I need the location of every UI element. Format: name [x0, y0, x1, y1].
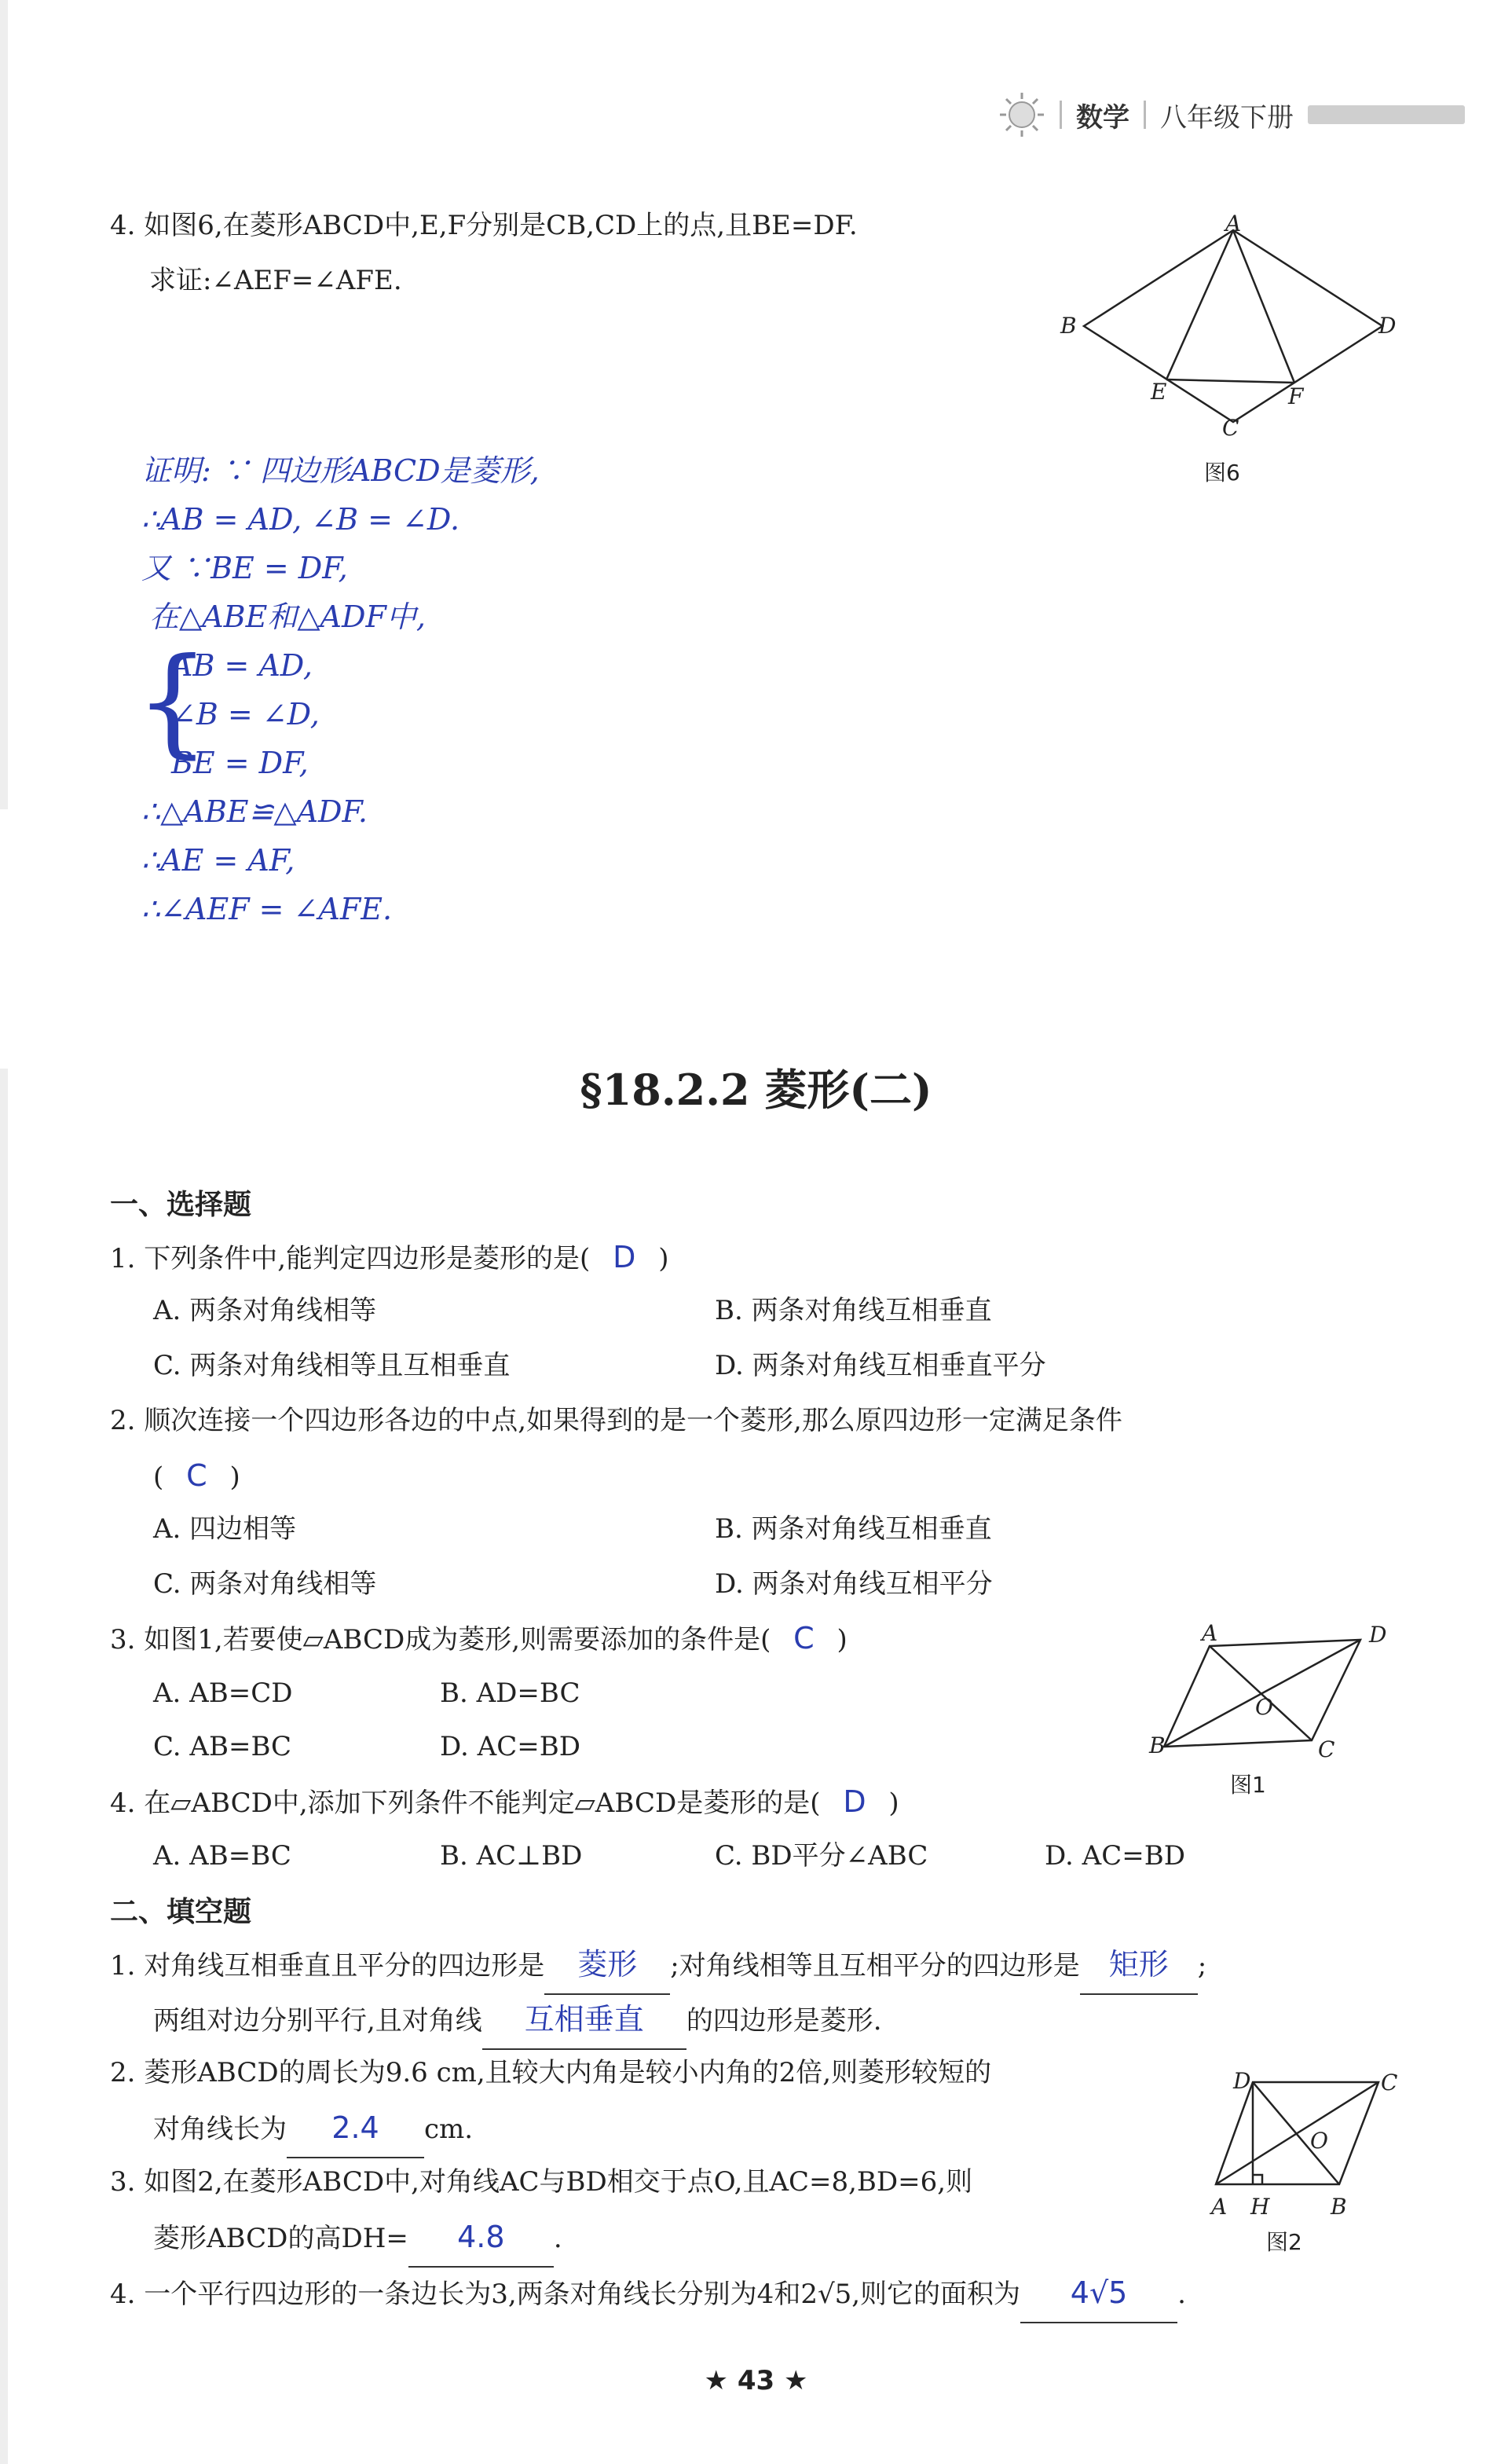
answer: C [186, 1458, 207, 1493]
part2-heading: 二、填空题 [110, 1896, 252, 1928]
question-text: ;对角线相等且互相平分的四边形是 [670, 1950, 1080, 1982]
fill-question-3: 3. 如图2,在菱形ABCD中,对角线AC与BD相交于点O,且AC=8,BD=6,则 [110, 2166, 973, 2198]
option-d: D. 两条对角线互相平分 [715, 1568, 993, 1600]
label-A: A [1202, 1620, 1218, 1646]
label-E: E [1151, 379, 1167, 405]
option-c: C. 两条对角线相等且互相垂直 [153, 1350, 511, 1381]
fill-question-1-line2 [153, 1992, 882, 2050]
label-F: F [1288, 383, 1304, 409]
answer: 4.8 [457, 2220, 505, 2254]
option-a: A. 两条对角线相等 [153, 1295, 377, 1326]
proof-line: 在△ABE和△ADF中, [149, 600, 426, 634]
paren: ) [888, 1788, 899, 1819]
label-O: O [1255, 1694, 1273, 1720]
answer: D [613, 1240, 636, 1274]
mc-question-3 [110, 1611, 848, 1667]
label-O: O [1310, 2128, 1328, 2154]
brace-symbol: { [135, 633, 211, 770]
figure-6-rhombus [1045, 208, 1414, 491]
label-A: A [1225, 211, 1242, 236]
label-B: B [1331, 2194, 1347, 2220]
proof-line: 证明: ∵ 四边形ABCD是菱形, [141, 453, 540, 488]
label-A: A [1211, 2194, 1228, 2220]
question-stem: 1. 下列条件中,能判定四边形是菱形的是( [110, 1243, 591, 1274]
label-C: C [1222, 415, 1239, 441]
sun-logo-icon [998, 91, 1045, 138]
paren: ) [837, 1624, 848, 1656]
divider [1144, 101, 1146, 129]
page-edge [0, 1069, 8, 2464]
option-a: A. AB=CD [153, 1678, 293, 1709]
question-stem: 4. 在▱ABCD中,添加下列条件不能判定▱ABCD是菱形的是( [110, 1788, 821, 1819]
divider [1060, 101, 1062, 129]
question-text: cm. [424, 2114, 474, 2145]
question-text: . [1177, 2279, 1186, 2310]
question-text: 对角线长为 [153, 2114, 287, 2145]
option-d: D. 两条对角线互相垂直平分 [715, 1350, 1046, 1381]
question-stem: 3. 如图1,若要使▱ABCD成为菱形,则需要添加的条件是( [110, 1624, 771, 1656]
question-text: 4. 一个平行四边形的一条边长为3,两条对角线长分别为4和2√5,则它的面积为 [110, 2279, 1021, 2310]
proof-line: ∴∠AEF = ∠AFE. [141, 892, 393, 926]
problem-4 [110, 198, 858, 253]
proof-line: ∴AB = AD, ∠B = ∠D. [141, 502, 460, 537]
option-d: D. AC=BD [440, 1731, 580, 1762]
mc-question-2: 2. 顺次连接一个四边形各边的中点,如果得到的是一个菱形,那么原四边形一定满足条件 [110, 1405, 1122, 1436]
label-D: D [1369, 1622, 1387, 1648]
answer: 4√5 [1070, 2275, 1128, 2310]
header-bar [1308, 105, 1465, 124]
subject-label: 数学 [1076, 101, 1129, 134]
option-b: B. AD=BC [440, 1678, 580, 1709]
answer: D [843, 1784, 866, 1819]
option-d: D. AC=BD [1045, 1840, 1185, 1872]
label-C: C [1318, 1736, 1335, 1762]
question-text: 两组对边分别平行,且对角线 [153, 2005, 482, 2037]
paren: ( [153, 1461, 164, 1493]
answer: 矩形 [1108, 1947, 1169, 1982]
option-a: A. 四边相等 [153, 1513, 297, 1545]
proof-line: AB = AD, [171, 648, 313, 683]
proof-line: 又 ∵BE = DF, [141, 551, 348, 585]
question-text: 菱形ABCD的高DH= [153, 2223, 408, 2254]
question-text: 1. 对角线互相垂直且平分的四边形是 [110, 1950, 545, 1982]
proof-line: ∴AE = AF, [141, 843, 295, 878]
option-c: C. BD平分∠ABC [715, 1840, 928, 1872]
question-text: ; [1197, 1950, 1207, 1982]
mc-question-1 [110, 1230, 668, 1286]
section-title: §18.2.2 菱形(二) [580, 1065, 932, 1115]
label-B: B [1149, 1732, 1166, 1758]
page-header [998, 88, 1465, 141]
answer: 2.4 [331, 2110, 379, 2145]
label-D: D [1378, 313, 1397, 339]
answer: 互相垂直 [524, 2002, 644, 2037]
fill-question-3-line2 [153, 2209, 562, 2268]
label-C: C [1381, 2070, 1398, 2096]
question-text: 的四边形是菱形. [686, 2005, 882, 2037]
fill-question-4 [110, 2265, 1186, 2323]
page-edge [0, 0, 8, 809]
fill-question-2-line2 [153, 2100, 473, 2158]
problem-text: 如图6,在菱形ABCD中,E,F分别是CB,CD上的点,且BE=DF. [144, 210, 858, 241]
option-b: B. 两条对角线互相垂直 [715, 1513, 992, 1545]
answer: 菱形 [577, 1947, 638, 1982]
figure-1-parallelogram [1155, 1622, 1390, 1760]
problem-4-prove: 求证:∠AEF=∠AFE. [149, 265, 402, 296]
label-H: H [1250, 2194, 1270, 2220]
paren: ) [229, 1461, 240, 1493]
proof-line: ∴△ABE≌△ADF. [141, 794, 368, 829]
option-a: A. AB=BC [153, 1840, 291, 1872]
part1-heading: 一、选择题 [110, 1189, 252, 1221]
proof-line: ∠B = ∠D, [171, 697, 320, 732]
option-c: C. 两条对角线相等 [153, 1568, 377, 1600]
label-D: D [1233, 2068, 1251, 2094]
page-number: ★ 43 ★ [704, 2365, 808, 2396]
proof-line: BE = DF, [171, 746, 309, 780]
mc-question-2-answer [153, 1448, 240, 1505]
option-b: B. 两条对角线互相垂直 [715, 1295, 992, 1326]
problem-number: 4. [110, 210, 136, 241]
figure-caption: 图2 [1266, 2229, 1302, 2255]
grade-label: 八年级下册 [1160, 101, 1294, 134]
fill-question-2: 2. 菱形ABCD的周长为9.6 cm,且较大内角是较小内角的2倍,则菱形较短的 [110, 2057, 992, 2088]
option-b: B. AC⊥BD [440, 1840, 583, 1872]
paren: ) [658, 1243, 669, 1274]
figure-caption: 图1 [1230, 1772, 1266, 1798]
mc-question-4 [110, 1774, 899, 1831]
question-text: . [553, 2223, 562, 2254]
option-c: C. AB=BC [153, 1731, 292, 1762]
figure-caption: 图6 [1204, 460, 1240, 486]
label-B: B [1060, 313, 1077, 339]
answer: C [793, 1621, 815, 1656]
fill-question-1 [110, 1937, 1206, 1995]
